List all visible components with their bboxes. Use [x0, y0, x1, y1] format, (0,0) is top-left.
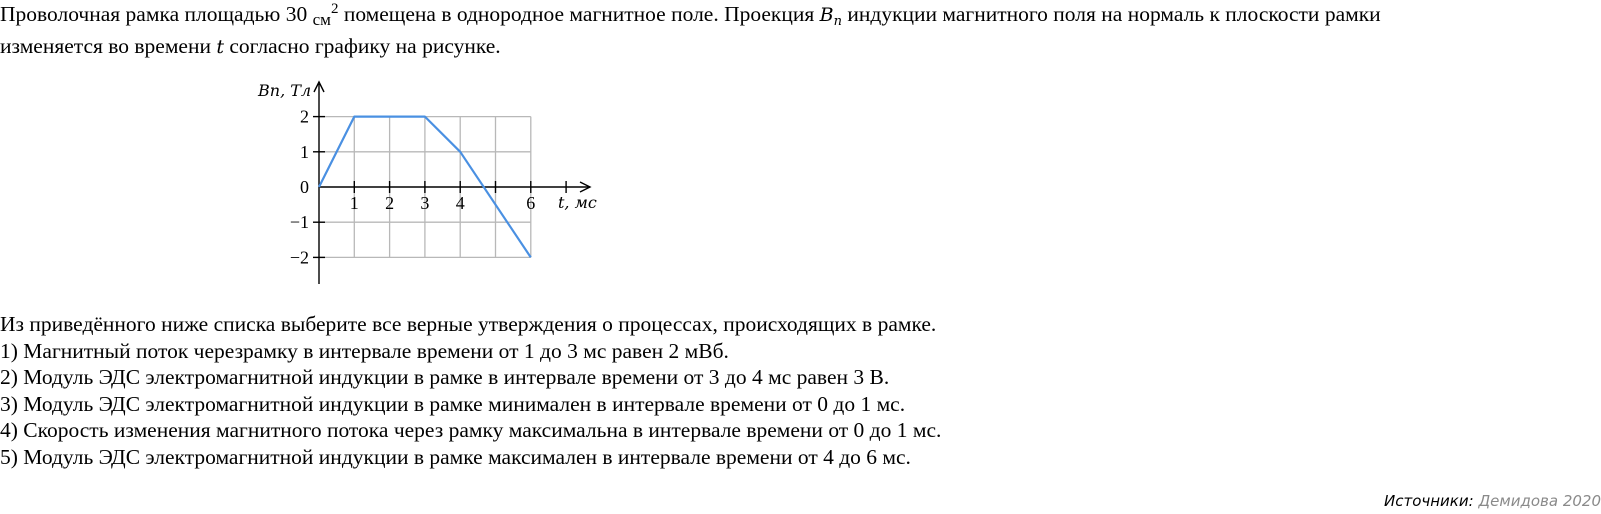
x-tick-label: 3 [420, 193, 430, 213]
y-tick-label: 2 [300, 106, 309, 127]
source-link[interactable]: Демидова 2020 [1478, 492, 1601, 510]
source-credit [1384, 492, 1601, 510]
x-tick-label: 2 [385, 193, 395, 213]
intro-text: согласно графику на рисунке. [224, 34, 501, 58]
problem-intro [0, 0, 1601, 61]
intro-line-1 [0, 0, 1601, 32]
question-text: Из приведённого ниже списка выберите все верные утверждения о процессах, происходящих в рамке. [0, 312, 937, 336]
y-tick-label: −1 [289, 212, 309, 233]
x-tick-label: 6 [526, 193, 536, 213]
x-tick-label: 4 [455, 193, 465, 213]
x-axis-label: t, мс [558, 193, 597, 212]
statement-5: 5) Модуль ЭДС электромагнитной индукции в рамке максимален в интервале времени от 4 до 6 мс. [0, 444, 911, 469]
symbol-bn [819, 4, 842, 29]
source-label: Источники: [1384, 492, 1474, 510]
intro-text: помещена в однородное магнитное поле. Проекция [338, 2, 820, 26]
area-unit-power: 2 [330, 1, 339, 17]
intro-text: изменяется во времени [0, 34, 217, 58]
statement-3: 3) Модуль ЭДС электромагнитной индукции в рамке минимален в интервале времени от 0 до 1 мс. [0, 391, 906, 416]
bn-vs-t-chart [250, 75, 610, 290]
statement-4: 4) Скорость изменения магнитного потока через рамку максимальна в интервале времени от 0 до 1 мс. [0, 418, 942, 442]
symbol-t: t [216, 36, 224, 58]
y-tick-label: 1 [300, 141, 309, 162]
statement-2: 2) Модуль ЭДС электромагнитной индукции в рамке в интервале времени от 3 до 4 мс равен 3 В. [0, 365, 890, 389]
intro-line-2 [0, 32, 1601, 61]
y-tick-label: 0 [300, 177, 309, 197]
y-axis-label: Bn, Тл [258, 81, 312, 100]
statement-1: 1) Магнитный поток черезрамку в интервале времени от 1 до 3 мс равен 2 мВб. [0, 338, 729, 363]
area-unit [313, 10, 331, 29]
x-tick-label: 1 [349, 193, 359, 213]
task-block [0, 311, 941, 470]
area-unit-text: см [312, 10, 331, 29]
symbol-n: n [833, 14, 842, 29]
intro-text: Проволочная рамка площадью 30 [0, 2, 313, 26]
intro-text: индукции магнитного поля на нормаль к плоскости рамки [842, 2, 1381, 26]
y-tick-label: −2 [289, 247, 309, 268]
symbol-b: B [819, 4, 834, 26]
